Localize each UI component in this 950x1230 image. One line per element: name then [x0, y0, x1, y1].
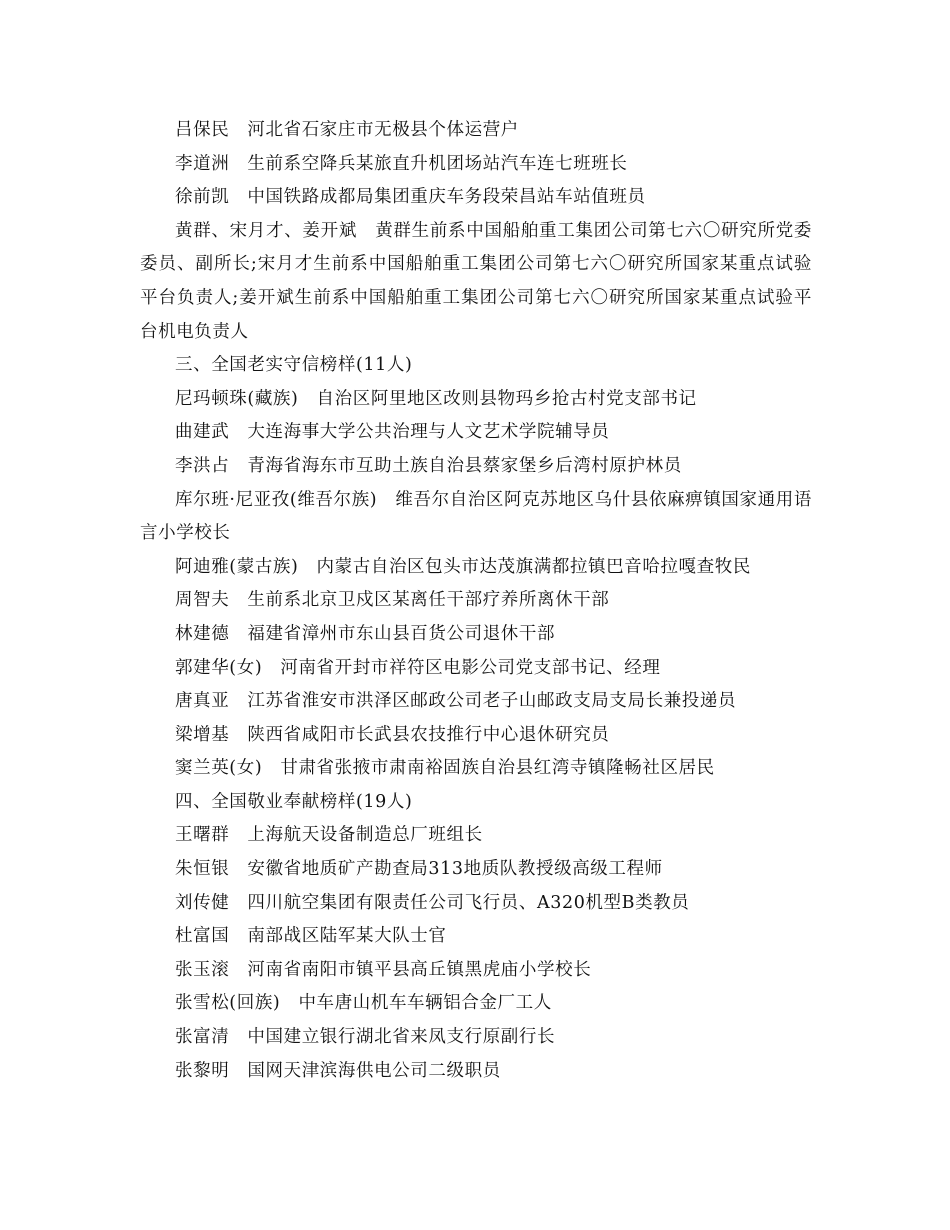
section-heading: 三、全国老实守信榜样(11人): [175, 355, 413, 376]
entry-line: 梁增基 陕西省咸阳市长武县农技推行中心退休研究员: [175, 724, 610, 745]
entry-line: 张富清 中国建立银行湖北省来凤支行原副行长: [175, 1027, 556, 1048]
entry-line: 郭建华(女) 河南省开封市祥符区电影公司党支部书记、经理: [175, 657, 661, 678]
entry-line: 吕保民 河北省石家庄市无极县个体运营户: [175, 120, 519, 140]
entry-line: 曲建武 大连海事大学公共治理与人文艺术学院辅导员: [175, 422, 610, 443]
section-heading: 四、全国敬业奉献榜样(19人): [175, 791, 413, 812]
entry-line: 阿迪雅(蒙古族) 内蒙古自治区包头市达茂旗满都拉镇巴音哈拉嘎查牧民: [175, 556, 751, 577]
entry-line: 刘传健 四川航空集团有限责任公司飞行员、A320机型B类教员: [175, 892, 690, 913]
entry-line: 尼玛顿珠(藏族) 自治区阿里地区改则县物玛乡抢古村党支部书记: [175, 388, 697, 409]
entry-line: 唐真亚 江苏省淮安市洪泽区邮政公司老子山邮政支局支局长兼投递员: [175, 691, 737, 712]
entry-paragraph: 黄群、宋月才、姜开斌 黄群生前系中国船舶重工集团公司第七六〇研究所党委委员、副所长;宋月才生前系中国船舶重工集团公司第七六〇研究所国家某重点试验平台负责人;姜开斌生前系中国船舶重工集团公司第七六〇研究所国家某重点试验平台机电负责人: [140, 220, 812, 342]
entry-line: 张黎明 国网天津滨海供电公司二级职员: [175, 1060, 501, 1081]
entry-line: 窦兰英(女) 甘肃省张掖市肃南裕固族自治县红湾寺镇隆畅社区居民: [175, 758, 715, 779]
entry-line: 李道洲 生前系空降兵某旅直升机团场站汽车连七班班长: [175, 153, 628, 174]
document-body: [140, 114, 812, 1088]
entry-line: 周智夫 生前系北京卫戍区某离任干部疗养所离休干部: [175, 590, 610, 611]
entry-line: 林建德 福建省漳州市东山县百货公司退休干部: [175, 623, 556, 644]
entry-line: 朱恒银 安徽省地质矿产勘查局313地质队教授级高级工程师: [175, 859, 663, 880]
entry-line: 徐前凯 中国铁路成都局集团重庆车务段荣昌站车站值班员: [175, 187, 646, 208]
entry-line: 杜富国 南部战区陆军某大队士官: [175, 926, 447, 947]
entry-paragraph: 库尔班·尼亚孜(维吾尔族) 维吾尔自治区阿克苏地区乌什县依麻痹镇国家通用语言小学校长: [140, 489, 812, 544]
entry-line: 王曙群 上海航天设备制造总厂班组长: [175, 825, 483, 846]
entry-line: 李洪占 青海省海东市互助土族自治县蔡家堡乡后湾村原护林员: [175, 455, 682, 476]
entry-line: 张雪松(回族) 中车唐山机车车辆铝合金厂工人: [175, 993, 552, 1014]
entry-line: 张玉滚 河南省南阳市镇平县高丘镇黑虎庙小学校长: [175, 959, 592, 980]
